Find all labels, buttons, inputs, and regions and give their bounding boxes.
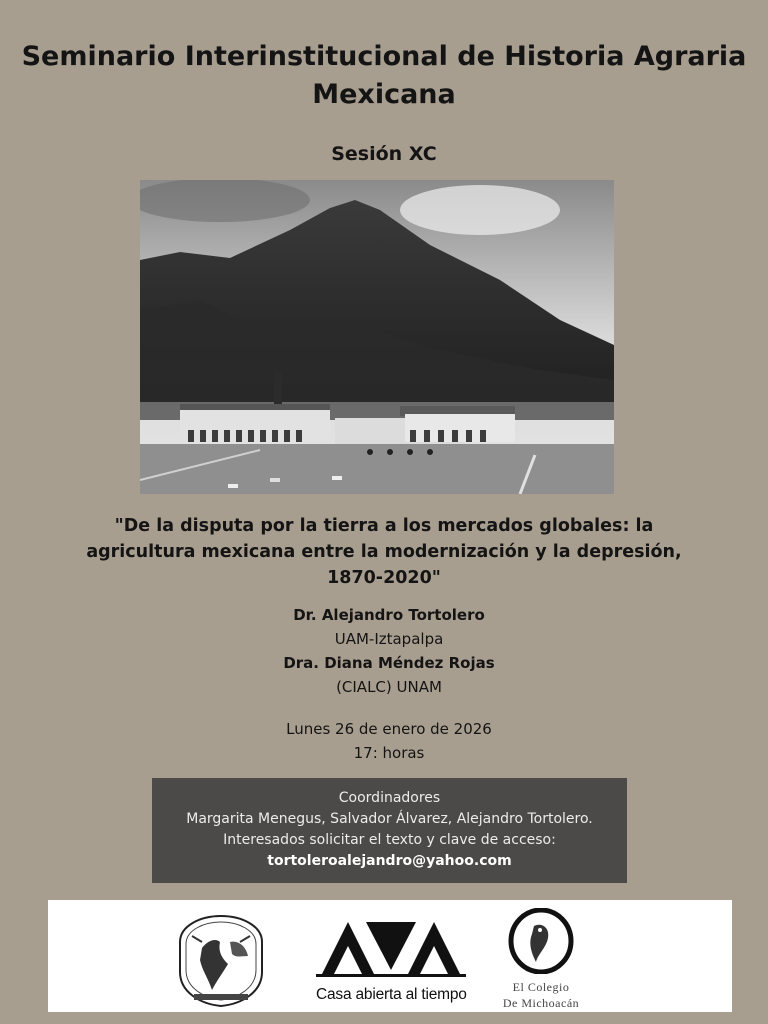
session-label: Sesión XC <box>331 143 437 165</box>
uam-logo <box>316 918 466 1008</box>
coordinators-box <box>152 778 627 883</box>
speaker-affiliation: UAM-Iztapalpa <box>334 630 444 648</box>
seminar-title: Seminario Interinstitucional de Historia Agraria Mexicana <box>21 41 747 110</box>
uam-tagline: Casa abierta al tiempo <box>316 986 467 1003</box>
event-time: 17: horas <box>353 744 425 762</box>
speakers-block <box>0 603 768 699</box>
event-date: Lunes 26 de enero de 2026 <box>286 720 492 738</box>
hacienda-photo <box>140 180 614 494</box>
colmich-fish-icon <box>506 908 576 974</box>
talk-title: "De la disputa por la tierra a los mercados globales: la agricultura mexicana entre la modernización y la depresión, 1870-2020" <box>86 516 682 588</box>
unam-crest-icon <box>172 912 270 1008</box>
colmich-name-line2: De Michoacán <box>502 996 580 1010</box>
speaker-name: Dr. Alejandro Tortolero <box>293 606 485 624</box>
coordinators-names: Margarita Menegus, Salvador Álvarez, Alejandro Tortolero. <box>186 811 593 827</box>
contact-email[interactable]: tortoleroalejandro@yahoo.com <box>267 853 512 869</box>
speaker-affiliation: (CIALC) UNAM <box>336 678 442 696</box>
hacienda-landscape-icon <box>140 180 614 494</box>
access-note: Interesados solicitar el texto y clave de acceso: <box>223 832 556 848</box>
speaker-name: Dra. Diana Méndez Rojas <box>283 654 495 672</box>
logo-strip <box>48 900 732 1012</box>
uam-emblem-icon <box>316 918 466 978</box>
colmich-name-line1: El Colegio <box>512 980 570 994</box>
schedule-block <box>0 717 768 765</box>
coordinators-heading: Coordinadores <box>338 790 441 806</box>
colmich-logo <box>486 908 596 1008</box>
